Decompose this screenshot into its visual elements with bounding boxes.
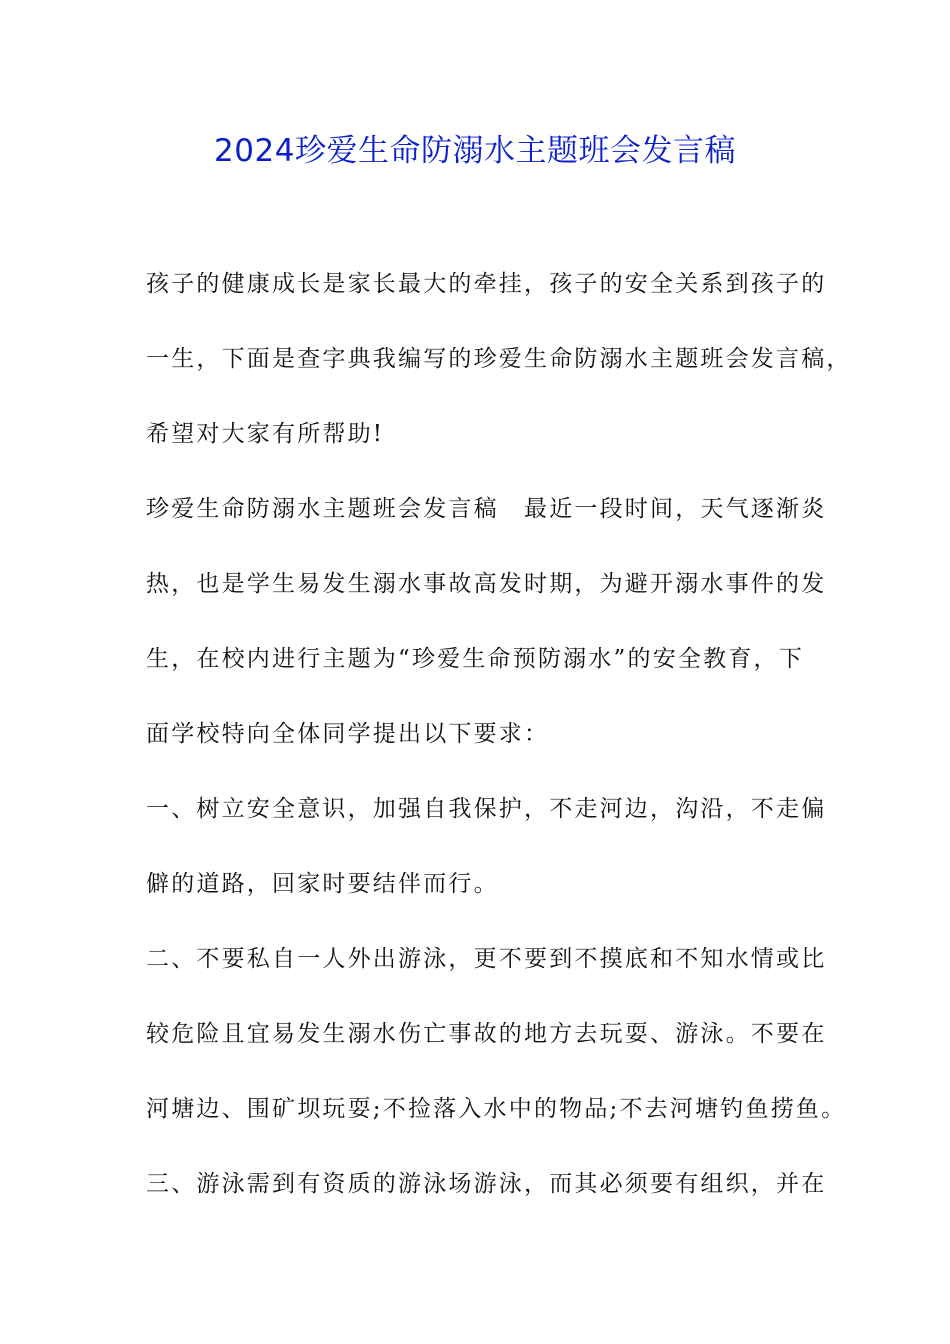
paragraph-line: 孩子的健康成长是家长最大的牵挂，孩子的安全关系到孩子的 bbox=[146, 271, 827, 297]
paragraph-line: 较危险且宜易发生溺水伤亡事故的地方去玩耍、游泳。不要在 bbox=[146, 1021, 827, 1047]
paragraph-line: 二、不要私自一人外出游泳，更不要到不摸底和不知水情或比 bbox=[146, 946, 827, 972]
paragraph-line: 希望对大家有所帮助! bbox=[146, 421, 385, 447]
paragraph-line: 生，在校内进行主题为“珍爱生命预防溺水”的安全教育，下 bbox=[146, 646, 804, 672]
paragraph-line: 一、树立安全意识，加强自我保护，不走河边，沟沿，不走偏 bbox=[146, 796, 827, 822]
paragraph-line: 热，也是学生易发生溺水事故高发时期，为避开溺水事件的发 bbox=[146, 571, 827, 597]
paragraph-line: 一生，下面是查字典我编写的珍爱生命防溺水主题班会发言稿， bbox=[146, 346, 852, 372]
paragraph-line: 三、游泳需到有资质的游泳场游泳，而其必须要有组织，并在 bbox=[146, 1171, 827, 1197]
paragraph-line: 僻的道路，回家时要结伴而行。 bbox=[146, 871, 499, 897]
paragraph-line: 河塘边、围矿坝玩耍;不捡落入水中的物品;不去河塘钓鱼捞鱼。 bbox=[146, 1096, 847, 1122]
document-title: 2024珍爱生命防溺水主题班会发言稿 bbox=[214, 133, 736, 169]
paragraph-line: 面学校特向全体同学提出以下要求： bbox=[146, 721, 550, 747]
paragraph-line: 珍爱生命防溺水主题班会发言稿 最近一段时间，天气逐渐炎 bbox=[146, 496, 827, 522]
